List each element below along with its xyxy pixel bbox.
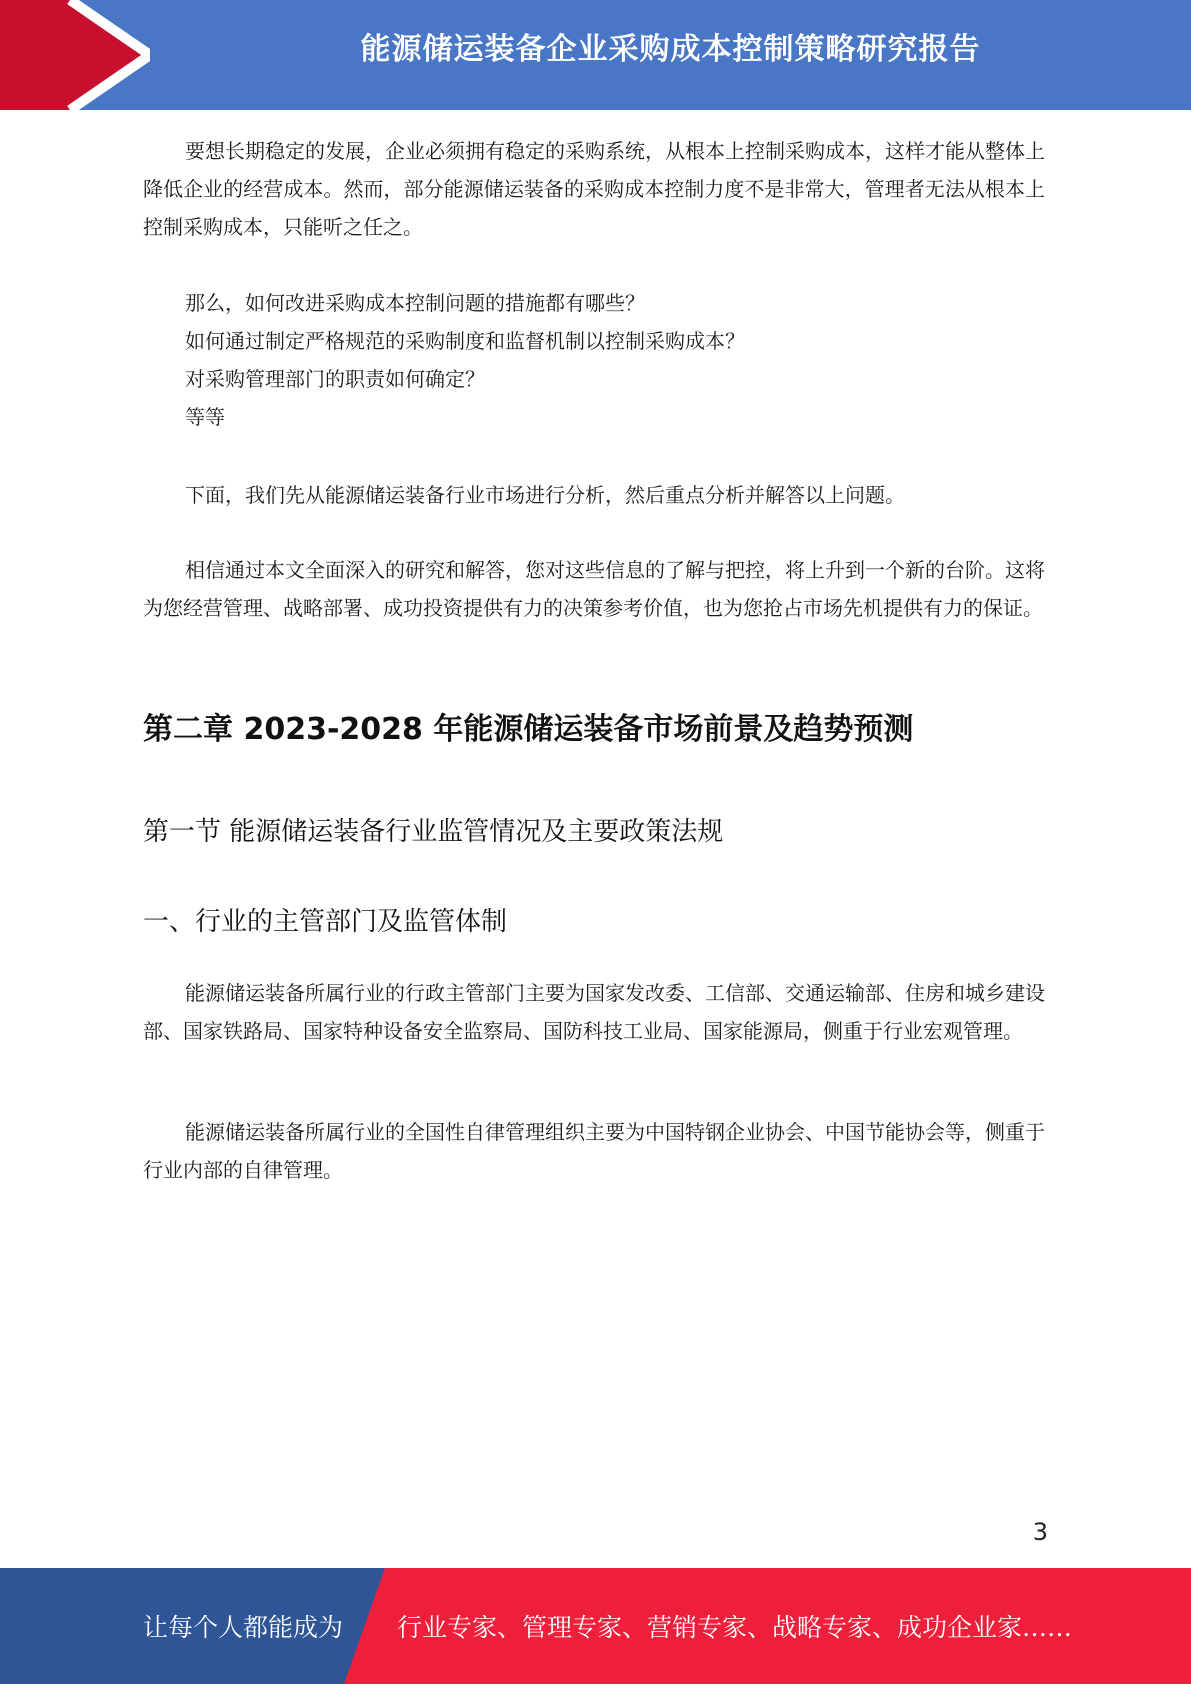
question-list bbox=[143, 284, 1045, 436]
section-block bbox=[143, 814, 1045, 850]
admin-paragraph: 能源储运装备所属行业的行政主管部门主要为国家发改委、工信部、交通运输部、住房和城乡建设部、国家铁路局、国家特种设备安全监察局、国防科技工业局、国家能源局，侧重于行业宏观管理。 bbox=[143, 981, 1045, 1043]
chapter-heading: 第二章 2023-2028 年能源储运装备市场前景及趋势预测 bbox=[143, 712, 914, 747]
section-heading: 第一节 能源储运装备行业监管情况及主要政策法规 bbox=[143, 817, 724, 847]
footer-slogan-left: 让每个人都能成为 bbox=[143, 1613, 344, 1642]
intro-block bbox=[143, 132, 1045, 246]
question-item: 那么，如何改进采购成本控制问题的措施都有哪些？ bbox=[185, 291, 645, 315]
admin-block bbox=[143, 974, 1045, 1050]
chapter-block bbox=[143, 710, 1045, 750]
self-regulation-paragraph: 能源储运装备所属行业的全国性自律管理组织主要为中国特钢企业协会、中国节能协会等，侧重于行业内部的自律管理。 bbox=[143, 1120, 1045, 1182]
belief-block bbox=[143, 551, 1045, 627]
belief-paragraph: 相信通过本文全面深入的研究和解答，您对这些信息的了解与把控，将上升到一个新的台阶。这将为您经营管理、战略部署、成功投资提供有力的决策参考价值，也为您抢占市场先机提供有力的保证。 bbox=[143, 558, 1045, 620]
question-item: 如何通过制定严格规范的采购制度和监督机制以控制采购成本？ bbox=[185, 329, 745, 353]
subsection-heading: 一、行业的主管部门及监管体制 bbox=[143, 907, 508, 937]
intro-paragraph: 要想长期稳定的发展，企业必须拥有稳定的采购系统，从根本上控制采购成本，这样才能从整体上降低企业的经营成本。然而，部分能源储运装备的采购成本控制力度不是非常大，管理者无法从根本上控制采购成本，只能听之任之。 bbox=[143, 139, 1045, 239]
report-title: 能源储运装备企业采购成本控制策略研究报告 bbox=[360, 32, 981, 67]
subsection-block bbox=[143, 904, 1045, 940]
footer-slogan-right: 行业专家、管理专家、营销专家、战略专家、成功企业家…… bbox=[397, 1613, 1073, 1642]
question-item: 对采购管理部门的职责如何确定？ bbox=[185, 367, 485, 391]
question-item: 等等 bbox=[185, 405, 225, 429]
page-footer bbox=[0, 1568, 1191, 1684]
page-number: 3 bbox=[1032, 1518, 1048, 1546]
self-regulation-block bbox=[143, 1113, 1045, 1189]
header-arrow-decoration bbox=[0, 0, 150, 110]
analysis-block bbox=[143, 476, 1045, 514]
page-header bbox=[0, 0, 1191, 110]
analysis-paragraph: 下面，我们先从能源储运装备行业市场进行分析，然后重点分析并解答以上问题。 bbox=[185, 483, 905, 507]
